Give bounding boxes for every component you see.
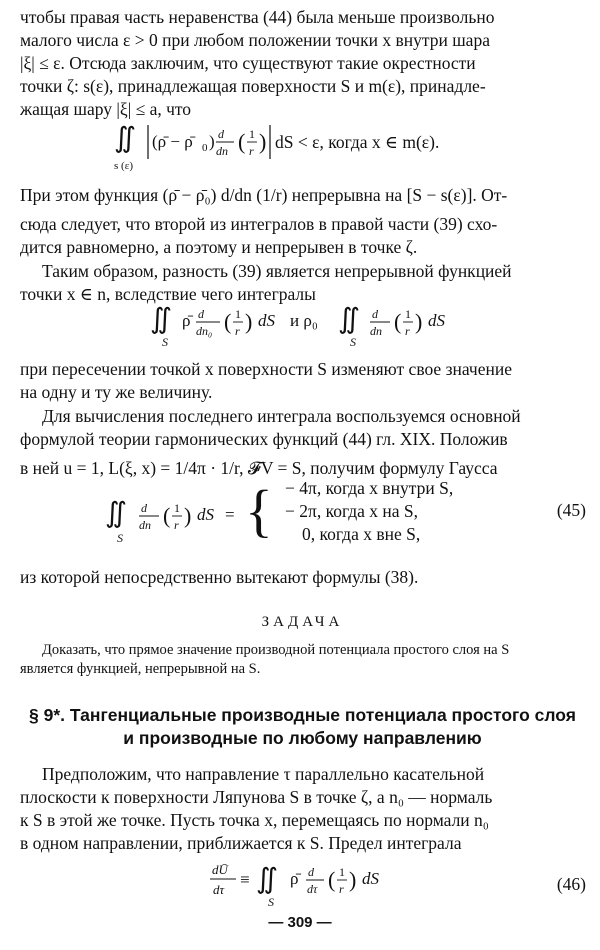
equation-number-46: (46) <box>556 874 586 894</box>
svg-text:S: S <box>162 335 168 349</box>
svg-text:dτ: dτ <box>213 882 225 897</box>
svg-text:∬: ∬ <box>338 304 361 335</box>
problem-text-line: является функцией, непрерывной на S. <box>20 661 261 677</box>
text-line: малого числа ε > 0 при любом положении точки x внутри шара <box>20 30 490 50</box>
svg-text:1: 1 <box>235 307 241 321</box>
svg-text:r: r <box>235 324 240 338</box>
text-line: При этом функция (ρ̄ − ρ̄₀) d/dn (1/r) непрерывна на [S − s(ε)]. От- <box>20 185 508 205</box>
svg-text:=: = <box>225 505 235 524</box>
svg-text:dŪ: dŪ <box>212 862 228 877</box>
section-heading-line: § 9*. Тангенциальные производные потенциала простого слоя <box>29 705 576 725</box>
svg-text:1: 1 <box>249 127 255 141</box>
text-line: формулой теории гармонических функций (44) гл. XIX. Положив <box>20 429 508 449</box>
svg-text:1: 1 <box>174 501 180 515</box>
svg-text:1: 1 <box>405 307 411 321</box>
text-line: в одном направлении, приближается к S. Предел интеграла <box>20 833 462 853</box>
text-line: в ней u = 1, L(ξ, x) = 1/4π · 1/r, 𝓕V = S, получим формулу Гаусса <box>20 458 498 478</box>
svg-text:): ) <box>184 503 192 528</box>
text-line: Предположим, что направление τ параллельно касательной <box>42 764 485 784</box>
svg-text:(: ( <box>394 309 402 334</box>
svg-text:(: ( <box>328 867 336 892</box>
svg-text:dS: dS <box>428 311 445 330</box>
svg-text:d: d <box>308 865 314 879</box>
svg-text:S: S <box>268 895 274 909</box>
text-line: точки x ∈ n, вследствие чего интегралы <box>20 284 316 304</box>
text-line: на одну и ту же величину. <box>20 382 213 402</box>
case-on: − 2π, когда x на S, <box>285 501 419 521</box>
svg-text:r: r <box>405 324 410 338</box>
svg-text:): ) <box>245 309 253 334</box>
equation-condition: dS < ε, когда x ∈ m(ε). <box>275 132 440 152</box>
svg-text:d: d <box>198 307 204 321</box>
text-line: к S в этой же точке. Пусть точка x, перемещаясь по нормали n₀ <box>20 810 489 830</box>
svg-text:dn: dn <box>139 518 151 532</box>
svg-text:∬: ∬ <box>105 498 128 529</box>
text-line: |ξ| ≤ ε. Отсюда заключим, что существуют такие окрестности <box>20 53 476 73</box>
svg-text:dS: dS <box>258 311 275 330</box>
text-line: при пересечении точкой x поверхности S изменяют свое значение <box>20 359 512 379</box>
equation-46 <box>210 850 410 912</box>
case-inside: − 4π, когда x внутри S, <box>285 478 454 498</box>
text-line: Для вычисления последнего интеграла воспользуемся основной <box>42 406 521 426</box>
svg-text:(: ( <box>238 129 246 154</box>
text-line: из которой непосредственно вытекают формулы (38). <box>20 567 419 587</box>
equation-integrals-2 <box>150 298 470 350</box>
svg-text:): ) <box>259 129 267 154</box>
svg-text:dτ: dτ <box>307 882 318 896</box>
problem-text-line: Доказать, что прямое значение производной потенциала простого слоя на S <box>42 642 510 658</box>
svg-text:ρ̄: ρ̄ <box>182 311 191 330</box>
svg-text:dS: dS <box>362 869 379 888</box>
svg-text:S: S <box>350 335 356 349</box>
svg-text:r: r <box>339 882 344 896</box>
svg-text:r: r <box>249 144 254 158</box>
svg-text:1: 1 <box>339 865 345 879</box>
svg-text:): ) <box>415 309 423 334</box>
svg-text:{: { <box>245 480 273 543</box>
svg-text:dn: dn <box>370 324 382 338</box>
svg-text:d: d <box>141 501 147 515</box>
svg-text:∬: ∬ <box>256 864 279 895</box>
text-line: плоскости к поверхности Ляпунова S в точке ζ, а n₀ — нормаль <box>20 787 493 807</box>
svg-text:∬: ∬ <box>114 123 137 154</box>
svg-text:): ) <box>349 867 357 892</box>
svg-text:d: d <box>372 307 378 321</box>
text-line: дится равномерно, а поэтому и непрерывен в точке ζ. <box>20 237 418 257</box>
text-line: сюда следует, что второй из интегралов в правой части (39) схо- <box>20 214 498 234</box>
equation-number-45: (45) <box>556 500 586 520</box>
text-line: чтобы правая часть неравенства (44) была меньше произвольно <box>20 7 495 27</box>
equation-gauss-lhs <box>105 480 275 550</box>
svg-text:(: ( <box>163 503 171 528</box>
svg-text:): ) <box>209 132 215 151</box>
svg-text:dn: dn <box>216 144 228 158</box>
text-line: жащая шару |ξ| ≤ a, что <box>20 99 192 119</box>
svg-text:(: ( <box>224 309 232 334</box>
svg-text:(ρ̄ − ρ̄: (ρ̄ − ρ̄ <box>152 132 193 151</box>
case-outside: 0, когда x вне S, <box>302 524 421 544</box>
equation-connector: и ρ₀ <box>290 311 318 330</box>
problem-title: ЗАДАЧА <box>261 614 344 630</box>
page-number: — 309 — <box>268 914 332 931</box>
svg-text:r: r <box>174 518 179 532</box>
svg-text:d: d <box>218 127 224 141</box>
svg-text:S: S <box>117 531 123 545</box>
svg-text:dn₀: dn₀ <box>196 324 213 338</box>
text-line: точки ζ: s(ε), принадлежащая поверхности S и m(ε), принадле- <box>20 76 486 96</box>
svg-text:≡: ≡ <box>240 870 250 889</box>
svg-text:dS: dS <box>197 505 214 524</box>
text-line: Таким образом, разность (39) является непрерывной функцией <box>42 261 512 281</box>
svg-text:∬: ∬ <box>150 304 173 335</box>
svg-text:ρ̄: ρ̄ <box>290 869 299 888</box>
section-heading-line: и производные по любому направлению <box>123 728 482 748</box>
svg-text:0: 0 <box>202 142 208 154</box>
integral-subscript: s (ε) <box>114 160 133 172</box>
